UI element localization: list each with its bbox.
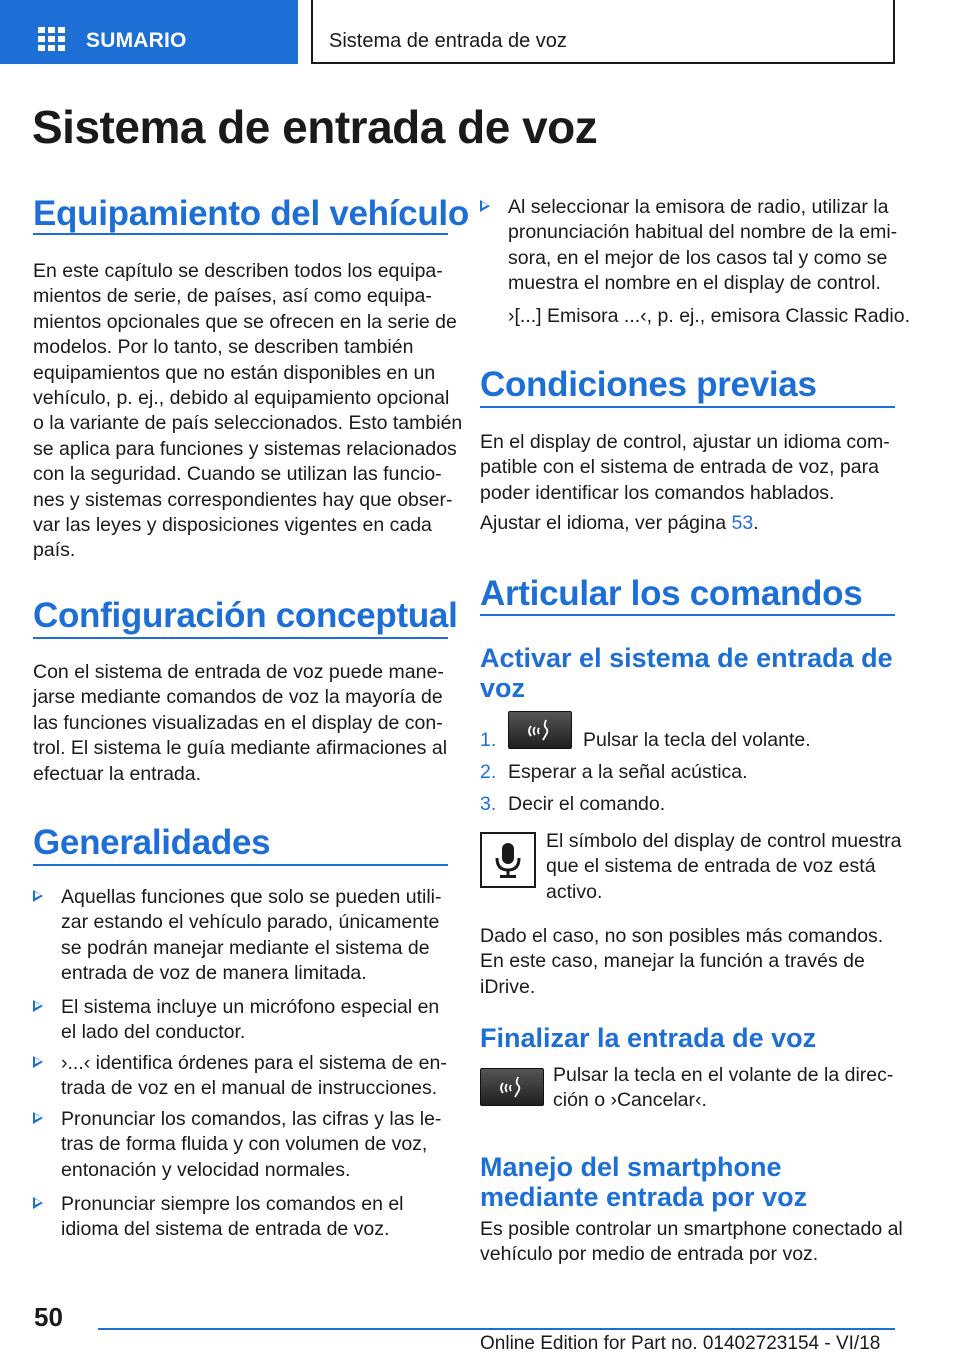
text-line: vehículo por medio de entrada por voz. <box>480 1243 819 1266</box>
radio-example: ›[...] Emisora ...‹, p. ej., emisora Classic Radio. <box>508 305 911 327</box>
text-line: El símbolo del display de control muestra <box>546 830 902 852</box>
text-line: voz <box>480 673 526 703</box>
text-line: patible con el sistema de entrada de voz, para <box>480 456 879 479</box>
text-line: El sistema incluye un micrófono especial en <box>61 996 440 1018</box>
text-line: trol. El sistema le guía mediante afirmaciones al <box>33 737 448 760</box>
heading-rule <box>33 864 448 866</box>
equipamiento-heading: Equipamiento del vehículo <box>33 194 469 233</box>
text-line: Es posible controlar un smartphone conectado al <box>480 1218 903 1240</box>
triangle-bullet-icon <box>33 1056 43 1068</box>
text-line: idioma del sistema de entrada de voz. <box>61 1218 390 1241</box>
bullet-text <box>61 885 442 987</box>
generalidades-heading: Generalidades <box>33 823 271 862</box>
sumario-label: SUMARIO <box>86 29 187 52</box>
page-title: Sistema de entrada de voz <box>32 101 598 153</box>
heading-rule <box>480 406 895 408</box>
activar-heading <box>480 643 900 703</box>
text-line: país. <box>33 539 76 562</box>
text-line: se podrán manejar mediante el sistema de <box>61 936 430 959</box>
triangle-bullet-icon <box>33 1197 43 1209</box>
text-line: modelos. Por lo tanto, se describen también <box>33 336 414 359</box>
text-line: Pronunciar los comandos, las cifras y las le‐ <box>61 1108 442 1130</box>
text-line: con la seguridad. Cuando se utilizan las funcio‐ <box>33 463 442 486</box>
text-line: las funciones visualizadas en el display de con‐ <box>33 711 443 734</box>
equipamiento-paragraph <box>33 259 463 564</box>
heading-rule <box>480 614 895 616</box>
sumario-button[interactable] <box>0 0 298 64</box>
text-line: ción o ›Cancelar‹. <box>553 1089 707 1112</box>
text-line: efectuar la entrada. <box>33 762 202 785</box>
smartphone-paragraph <box>480 1217 903 1268</box>
text-line: que el sistema de entrada de voz está <box>546 855 876 878</box>
text-line: nes y sistemas correspondientes hay que obser‐ <box>33 488 453 511</box>
microphone-icon <box>480 832 536 888</box>
text-line: Activar el sistema de entrada de <box>480 643 893 673</box>
grid-menu-icon <box>38 27 66 51</box>
page-53-link[interactable]: 53 <box>731 512 754 534</box>
period: . <box>753 512 759 534</box>
text-line: se aplica para funciones y sistemas relacionados <box>33 437 457 460</box>
text-line: Al seleccionar la emisora de radio, utilizar la <box>508 196 889 218</box>
text-line: jarse mediante comandos de voz la mayoría de <box>33 686 443 709</box>
finalizar-paragraph <box>553 1063 903 1114</box>
step-text: Pulsar la tecla del volante. <box>583 729 811 751</box>
text-line: iDrive. <box>480 975 536 998</box>
text-line: Con el sistema de entrada de voz puede mane‐ <box>33 661 444 683</box>
text-line: var las leyes y disposiciones vigentes en cada <box>33 514 432 537</box>
text-line: el lado del conductor. <box>61 1021 246 1044</box>
step-number: 2. <box>480 761 497 783</box>
steering-voice-button-icon <box>508 711 572 749</box>
text-line: En este capítulo se describen todos los equipa‐ <box>33 260 443 282</box>
text-line: mientos de serie, de países, así como equipa‐ <box>33 285 432 308</box>
configuracion-paragraph <box>33 660 453 787</box>
page-number: 50 <box>34 1302 63 1332</box>
top-navigation-bar <box>0 0 960 66</box>
text-line: entrada de voz de manera limitada. <box>61 962 367 985</box>
step-number: 3. <box>480 793 497 815</box>
text-line: ›...‹ identifica órdenes para el sistema de en‐ <box>61 1052 447 1074</box>
bullet-text <box>61 995 439 1046</box>
text-line: En este caso, manejar la función a través de <box>480 950 865 973</box>
text-line: tras de forma fluida y con volumen de voz, <box>61 1133 428 1156</box>
triangle-bullet-icon <box>33 1112 43 1124</box>
breadcrumb-text: Sistema de entrada de voz <box>329 30 567 52</box>
text-line: muestra el nombre en el display de control. <box>508 272 881 295</box>
text-line: sora, en el mejor de los casos tal y como se <box>508 246 888 269</box>
text-line: poder identificar los comandos hablados. <box>480 481 835 504</box>
text-line: entonación y velocidad normales. <box>61 1158 351 1181</box>
text-line: Manejo del smartphone <box>480 1152 782 1182</box>
bullet-text <box>61 1192 404 1243</box>
step-number: 1. <box>480 729 497 751</box>
smartphone-heading <box>480 1152 900 1212</box>
condiciones-paragraph <box>480 430 900 506</box>
mic-note-paragraph <box>546 829 906 905</box>
ajustar-idioma-text: Ajustar el idioma, ver página <box>480 512 732 534</box>
ajustar-idioma-line <box>480 511 759 536</box>
text-line: mediante entrada por voz <box>480 1182 808 1212</box>
finalizar-heading: Finalizar la entrada de voz <box>480 1023 817 1053</box>
dado-paragraph <box>480 924 900 1000</box>
bullet-text <box>508 195 897 297</box>
text-line: Pronunciar siempre los comandos en el <box>61 1193 404 1215</box>
triangle-bullet-icon <box>33 890 43 902</box>
text-line: equipamientos que no están disponibles en un <box>33 361 436 384</box>
breadcrumb[interactable] <box>311 0 895 64</box>
text-line: Pulsar la tecla en el volante de la direc‐ <box>553 1064 894 1086</box>
text-line: Dado el caso, no son posibles más comandos. <box>480 925 884 947</box>
text-line: En el display de control, ajustar un idioma com‐ <box>480 431 890 453</box>
text-line: pronunciación habitual del nombre de la emi‐ <box>508 221 898 244</box>
footer-rule <box>98 1328 895 1330</box>
heading-rule <box>33 637 448 639</box>
text-line: o la variante de país seleccionados. Esto también <box>33 412 463 435</box>
step-text: Esperar a la señal acústica. <box>508 761 748 783</box>
triangle-bullet-icon <box>33 1000 43 1012</box>
triangle-bullet-icon <box>480 200 490 212</box>
text-line: Aquellas funciones que solo se pueden utili‐ <box>61 886 442 908</box>
text-line: mientos opcionales que se ofrecen en la serie de <box>33 310 457 333</box>
text-line: trada de voz en el manual de instrucciones. <box>61 1077 438 1100</box>
text-line: vehículo, p. ej., debido al equipamiento opcional <box>33 387 450 410</box>
condiciones-heading: Condiciones previas <box>480 365 817 404</box>
configuracion-heading: Configuración conceptual <box>33 596 458 635</box>
heading-rule <box>33 233 448 235</box>
bullet-text <box>61 1051 447 1102</box>
articular-heading: Articular los comandos <box>480 574 863 613</box>
text-line: activo. <box>546 880 603 903</box>
text-line: zar estando el vehículo parado, únicamente <box>61 911 440 934</box>
steering-voice-button-icon <box>480 1068 544 1106</box>
step-text: Decir el comando. <box>508 793 666 815</box>
bullet-text <box>61 1107 441 1183</box>
footer-edition-text: Online Edition for Part no. 01402723154 - VI/18 <box>480 1333 881 1354</box>
